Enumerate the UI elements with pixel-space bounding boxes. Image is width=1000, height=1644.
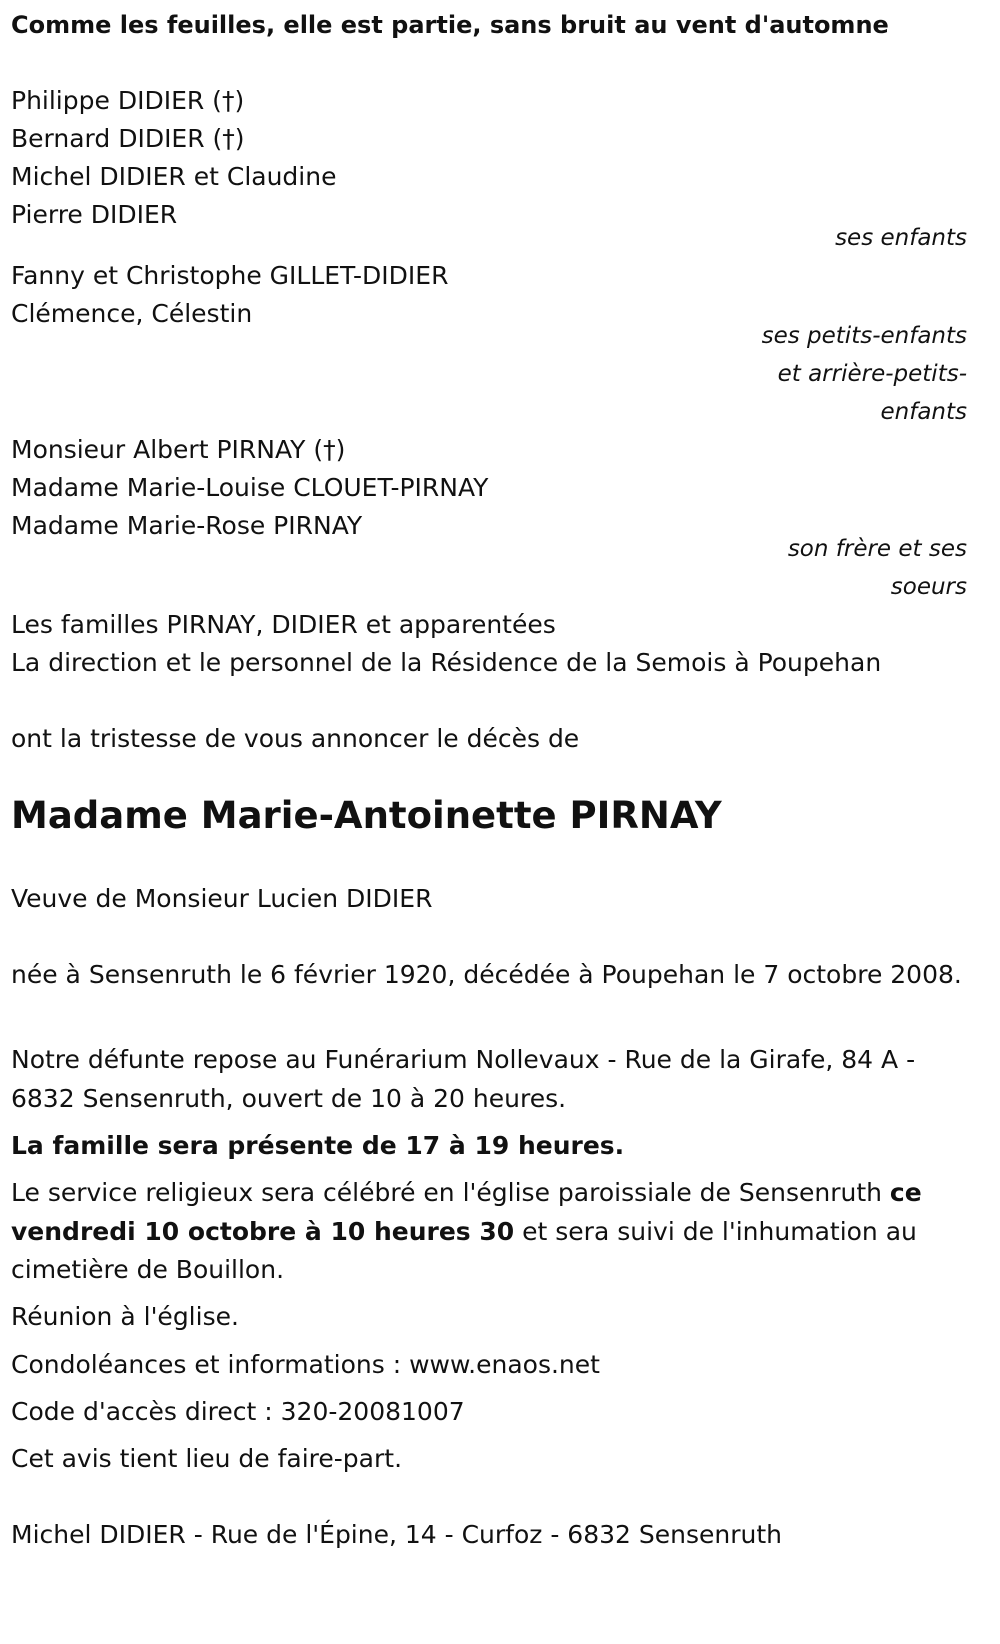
grandchild-name: Clémence, Célestin: [11, 299, 253, 328]
other-family-line: Les familles PIRNAY, DIDIER et apparentées: [11, 610, 556, 639]
notice: Cet avis tient lieu de faire-part.: [11, 1444, 403, 1473]
grandchildren-role-line: enfants: [880, 399, 967, 425]
child-name: Michel DIDIER et Claudine: [11, 162, 337, 191]
announcement: ont la tristesse de vous annoncer le décès de: [11, 724, 580, 753]
siblings-role-line: son frère et ses: [787, 536, 967, 562]
service-intro: Le service religieux sera célébré en l'église paroissiale de Sensenruth: [11, 1178, 890, 1207]
siblings-role: [788, 530, 967, 606]
grandchildren-role-line: et arrière-petits-: [777, 361, 967, 387]
grandchildren-role-line: ses petits-enfants: [761, 323, 967, 349]
condolences: Condoléances et informations : www.enaos.net: [11, 1350, 600, 1379]
siblings-role-line: soeurs: [890, 574, 967, 600]
sibling-name: Madame Marie-Louise CLOUET-PIRNAY: [11, 473, 489, 502]
child-name: Philippe DIDIER (†): [11, 86, 245, 115]
epigraph: Comme les feuilles, elle est partie, sans bruit au vent d'automne: [11, 11, 889, 39]
sibling-name: Madame Marie-Rose PIRNAY: [11, 511, 363, 540]
service-date: ce vendredi 10 octobre à 10 heures 30: [11, 1178, 922, 1246]
rest-place: Notre défunte repose au Funérarium Nollevaux - Rue de la Girafe, 84 A - 6832 Sensenruth, ouvert de 10 à 20 heures.: [11, 1045, 916, 1113]
children-role-label: ses enfants: [835, 225, 967, 251]
access-code: Code d'accès direct : 320-20081007: [11, 1397, 465, 1426]
deceased-name: Madame Marie-Antoinette PIRNAY: [11, 794, 722, 837]
child-name: Pierre DIDIER: [11, 200, 178, 229]
sibling-name: Monsieur Albert PIRNAY (†): [11, 435, 346, 464]
service-outro: et sera suivi de l'inhumation au cimetière de Bouillon.: [11, 1216, 917, 1284]
widow-of: Veuve de Monsieur Lucien DIDIER: [11, 884, 433, 913]
grandchildren-role: [762, 317, 967, 431]
family-presence: La famille sera présente de 17 à 19 heures.: [11, 1131, 625, 1160]
contact-address: Michel DIDIER - Rue de l'Épine, 14 - Curfoz - 6832 Sensenruth: [11, 1520, 782, 1549]
child-name: Bernard DIDIER (†): [11, 124, 245, 153]
birth-death-dates: née à Sensenruth le 6 février 1920, décédée à Poupehan le 7 octobre 2008.: [11, 960, 962, 989]
meeting: Réunion à l'église.: [11, 1302, 239, 1331]
religious-service: [11, 1174, 966, 1290]
grandchild-name: Fanny et Christophe GILLET-DIDIER: [11, 261, 449, 290]
children-role: [835, 219, 967, 257]
other-family-line: La direction et le personnel de la Résidence de la Semois à Poupehan: [11, 648, 882, 677]
